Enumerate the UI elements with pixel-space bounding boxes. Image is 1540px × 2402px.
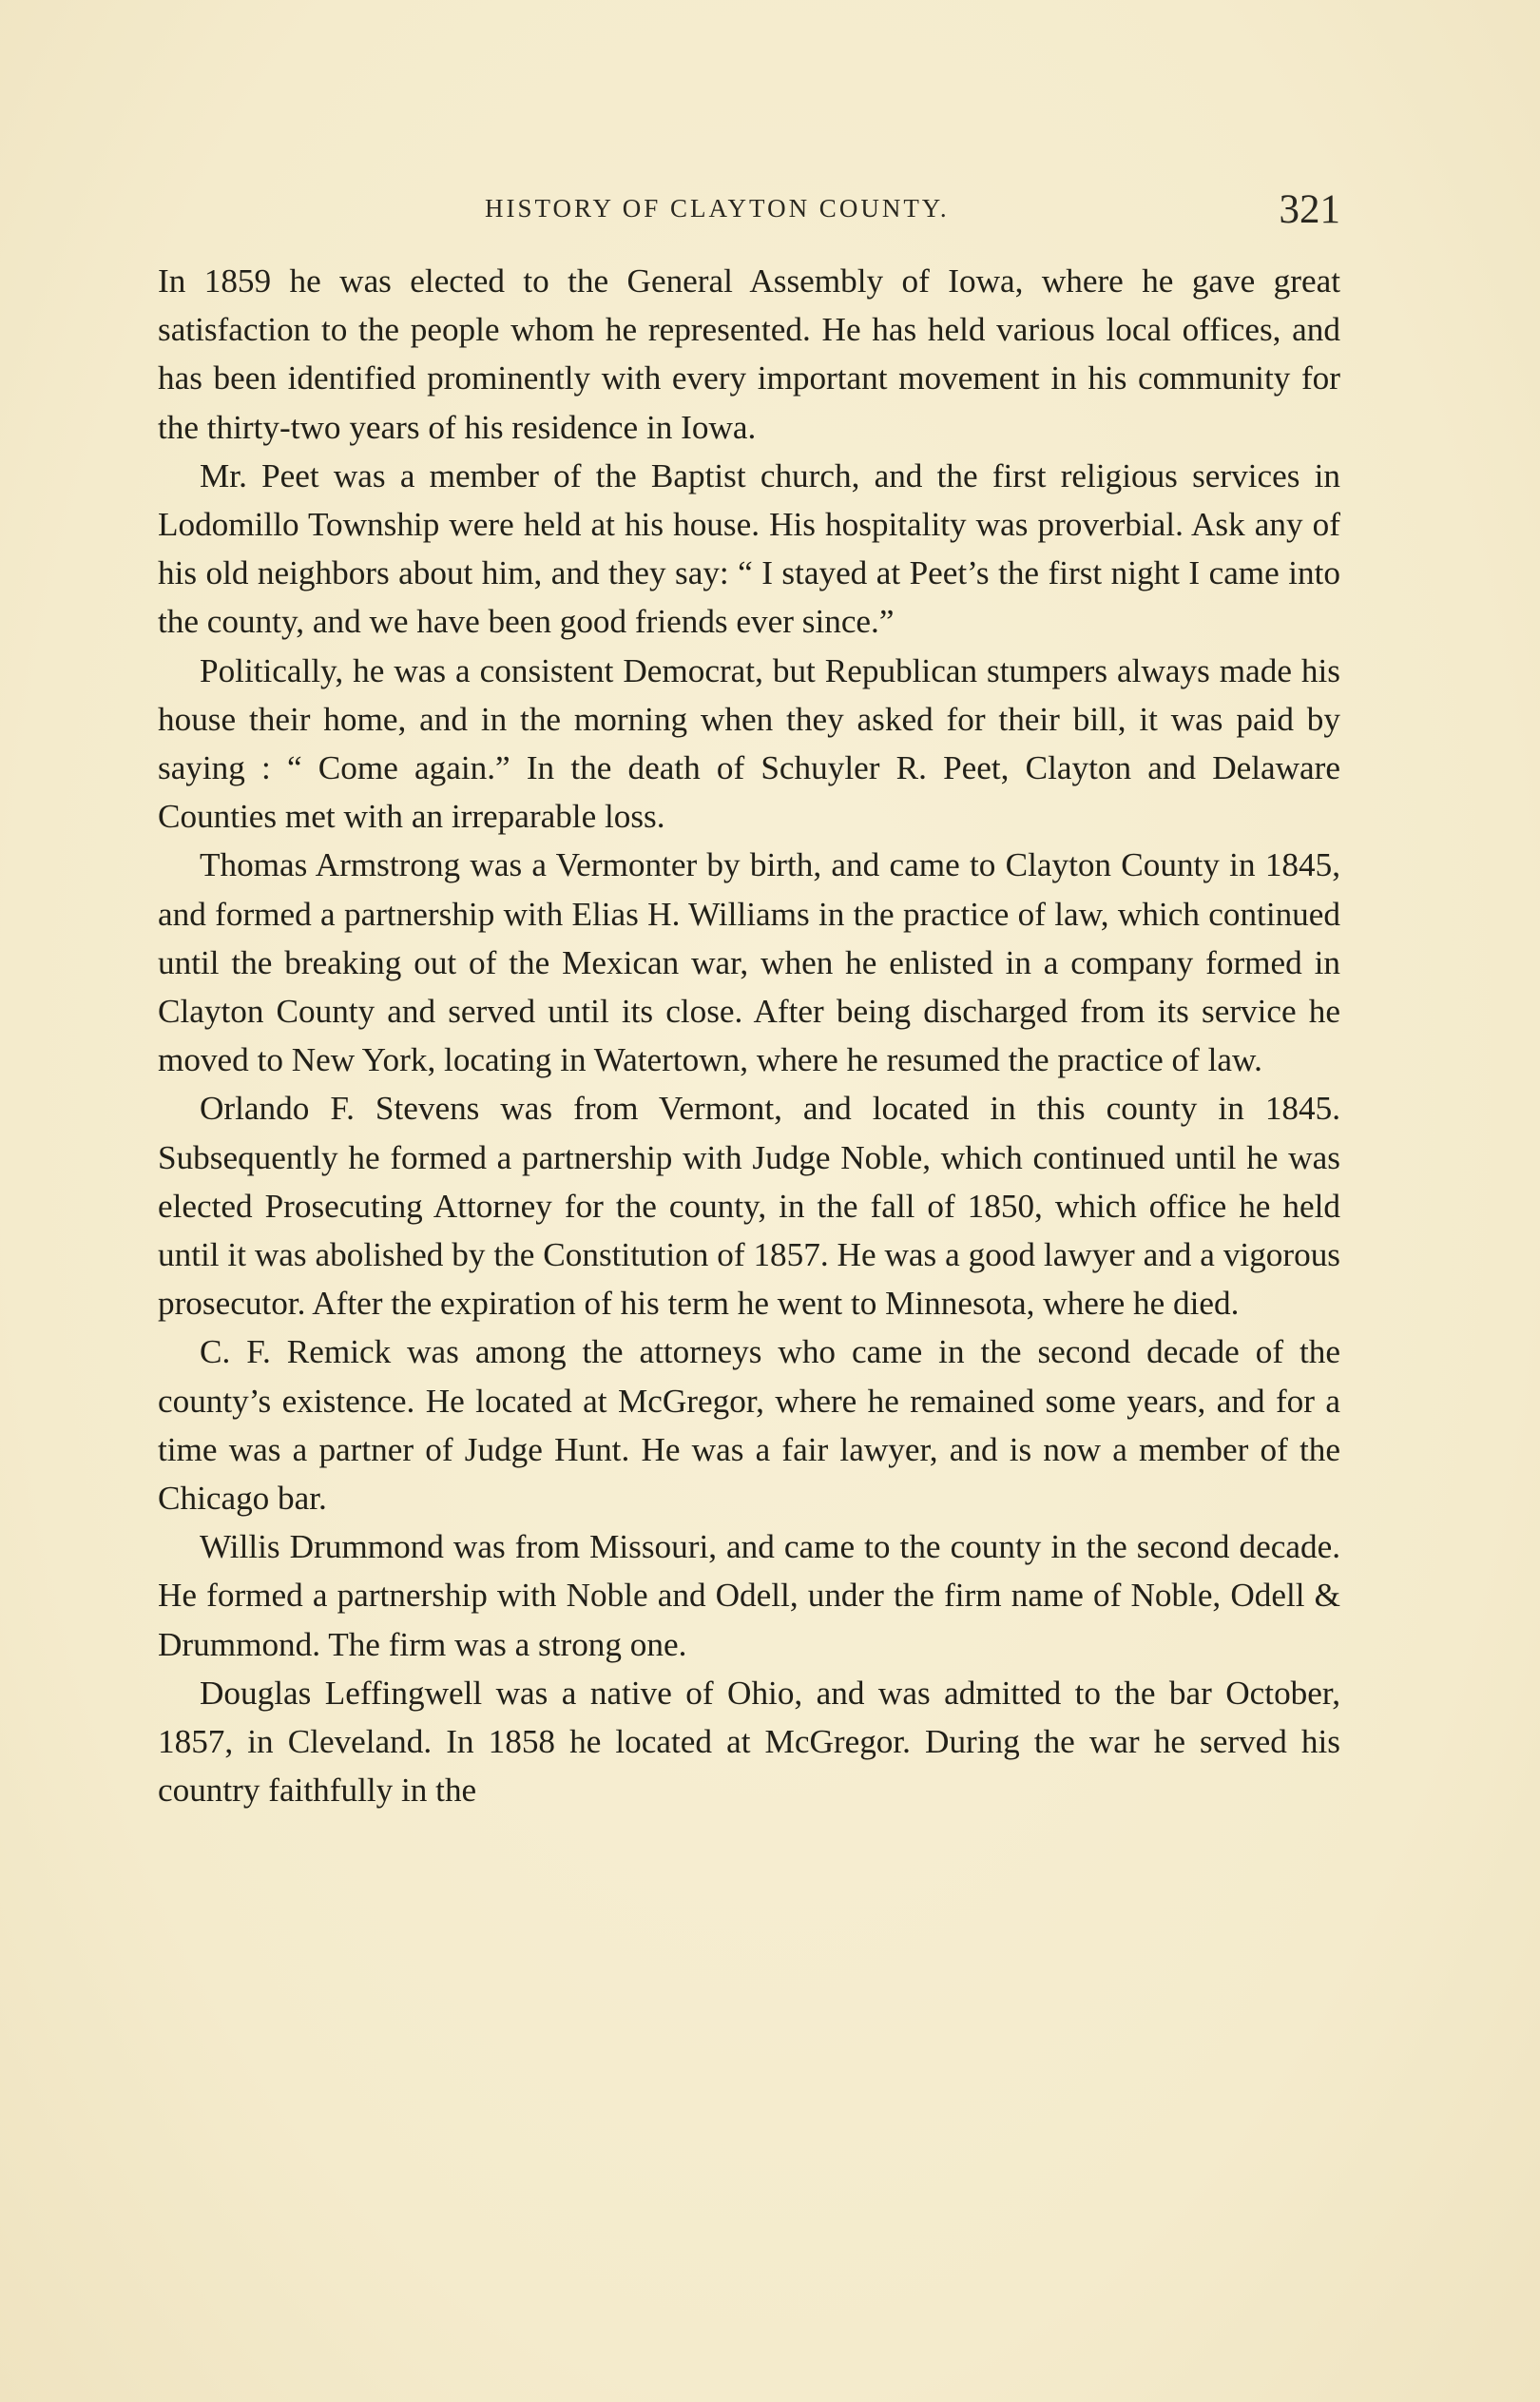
paragraph-leffingwell: Douglas Leffingwell was a native of Ohio, and was admitted to the bar October, 1857, in Cleveland. In 1858 he located at McGregor. During the war he served his country faithfully in the bbox=[158, 1674, 1340, 1810]
running-head bbox=[158, 186, 1340, 234]
paragraph-stevens: Orlando F. Stevens was from Vermont, and located in this county in 1845. Subsequently he formed a partnership with Judge Noble, which continued until he was elected Prosecuting Attorney for the county, in the fall of 1850, which office he held until it was abolished by the Constitution of 1857. He was a good lawyer and a vigorous prosecutor. After the expiration of his term he went to Minnesota, where he died. bbox=[158, 1090, 1340, 1323]
paragraph-armstrong: Thomas Armstrong was a Vermonter by birth, and came to Clayton County in 1845, and formed a partnership with Elias H. Williams in the practice of law, which continued until the breaking out of the Mexican war, when he enlisted in a company formed in Clayton County and served until its close. After being discharged from its service he moved to New York, locating in Watertown, where he resumed the practice of law. bbox=[158, 846, 1340, 1079]
paragraph-remick: C. F. Remick was among the attorneys who came in the second decade of the county’s existence. He located at McGregor, where he remained some years, and for a time was a partner of Judge Hunt. He was a fair lawyer, and is now a member of the Chicago bar. bbox=[158, 1333, 1340, 1518]
paragraph-peet-church: Mr. Peet was a member of the Baptist church, and the first religious services in Lodomillo Township were held at his house. His hospitality was proverbial. Ask any of his old neighbors about him, and they say: “ I stayed at Peet’s the first night I came into the county, and we have been good friends ever since.” bbox=[158, 456, 1340, 641]
body-text bbox=[158, 257, 1340, 1815]
page-number: 321 bbox=[1279, 187, 1340, 232]
paragraph-drummond: Willis Drummond was from Missouri, and came to the county in the second decade. He formed a partnership with Noble and Odell, under the firm name of Noble, Odell & Drummond. The firm was a strong one. bbox=[158, 1528, 1340, 1663]
paragraph-peet-assembly: In 1859 he was elected to the General Assembly of Iowa, where he gave great satisfaction to the people whom he represented. He has held various local offices, and has been identified prominently with every important movement in his community for the thirty-two years of his residence in Iowa. bbox=[158, 262, 1340, 446]
running-head-title: HISTORY OF CLAYTON COUNTY. bbox=[485, 194, 950, 223]
paragraph-peet-politics: Politically, he was a consistent Democrat, but Republican stumpers always made his house their home, and in the morning when they asked for their bill, it was paid by saying : “ Come again.” In the death of Schuyler R. Peet, Clayton and Delaware Counties met with an irreparable loss. bbox=[158, 651, 1340, 836]
